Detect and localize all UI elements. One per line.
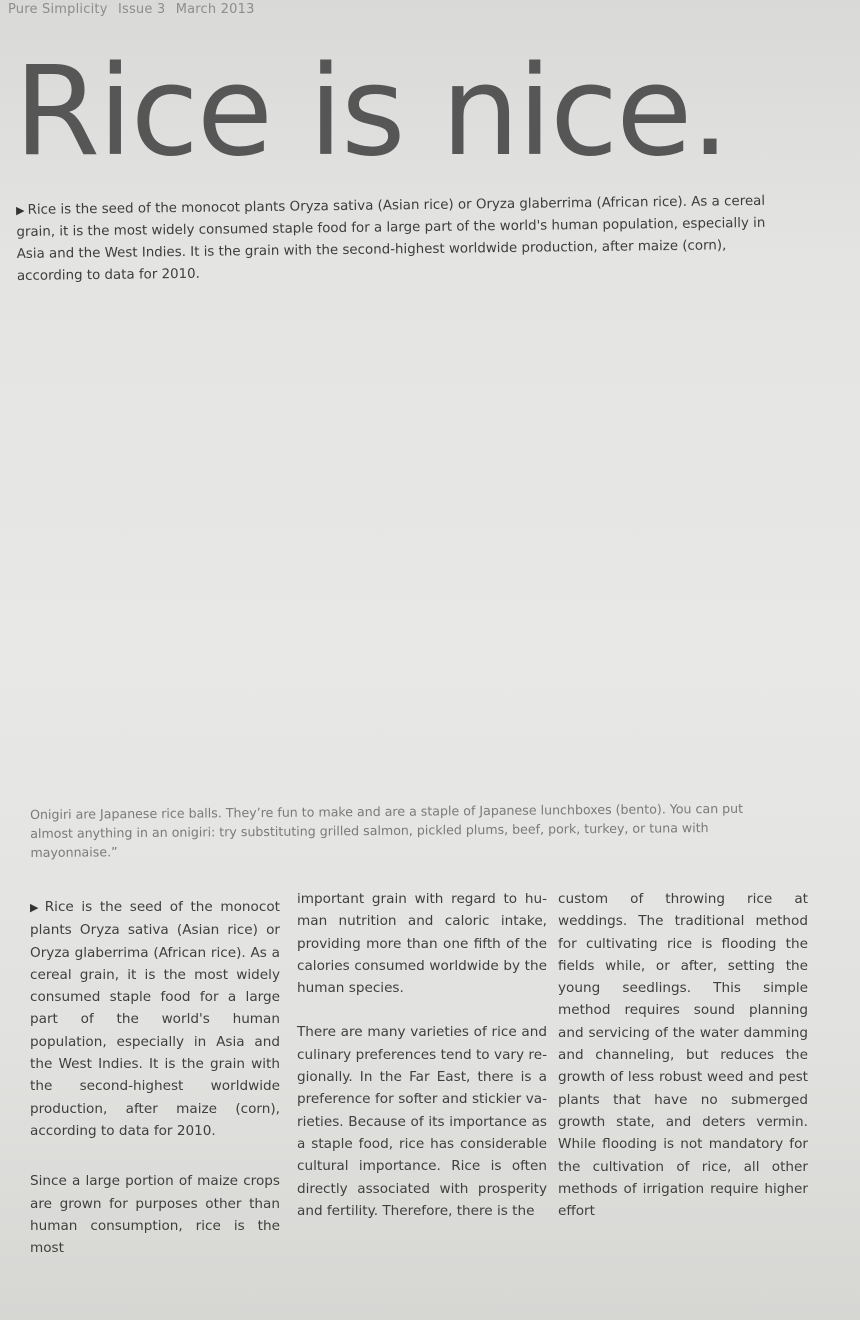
triangle-bullet-icon: ▶: [16, 203, 25, 217]
intro-text: Rice is the seed of the monocot plants Oryza sativa (Asian rice) or Oryza glaberrima (African rice). As a cereal grain, it is the most widely consumed staple food for a large part of the world's human population, especially in Asia and the West Indies. It is the grain with the second-highest worldwide production, after maize (corn), according to data for 2010.: [16, 193, 766, 284]
triangle-bullet-icon: ▶: [30, 901, 42, 914]
column-3-paragraph-1: custom of throwing rice at weddings. The traditional method for cultivating rice is flooding the fields while, or after, setting the young seedlings. This simple method requires sound planning and servicing of the water damming and channeling, but reduces the growth of less robust weed and pest plants that have no submerged growth state, and deters vermin. While flooding is not mandatory for the cultivation of rice, all other methods of irrigation require higher effort: [558, 891, 808, 1220]
column-2-paragraph-1: important grain with regard to human nutrition and caloric intake, providing more than one fifth of the calories consumed worldwide by the human species.: [297, 891, 547, 997]
article-title: Rice is nice.: [14, 40, 728, 184]
column-1-paragraph-1: [30, 896, 280, 1142]
column-1: [30, 896, 280, 1259]
column-2: [297, 888, 547, 1222]
publication-name: Pure Simplicity: [8, 2, 108, 17]
photo-area: [0, 300, 860, 800]
column-3: [558, 888, 808, 1222]
issue-date: March 2013: [175, 2, 255, 17]
intro-paragraph: [16, 191, 793, 288]
photo-caption: Onigiri are Japanese rice balls. They’re fun to make and are a staple of Japanese lunchboxes (bento). You can put almost anything in an onigiri: try substituting grilled salmon, pickled plums, beef, pork, turkey, or tuna with mayonnaise.”: [30, 800, 744, 860]
issue-number: Issue 3: [117, 2, 166, 17]
column-2-paragraph-2: There are many varieties of rice and culinary preferences tend to vary regionally. In the Far East, there is a preference for softer and stickier varieties. Because of its importance as a staple food, rice has considerable cultural importance. Rice is often directly associated with prosperity and fertility. Therefore, there is the: [297, 1024, 547, 1219]
article-body: [30, 888, 820, 1257]
column-1-paragraph-1-text: Rice is the seed of the monocot plants Oryza sativa (Asian rice) or Oryza glaberrima (African rice). As a cereal grain, it is the most widely consumed staple food for a large part of the world's human population, especially in Asia and the West Indies. It is the grain with the second-highest worldwide production, after maize (corn), according to data for 2010.: [30, 899, 280, 1139]
column-1-paragraph-2: Since a large portion of maize crops are grown for purposes other than human consumption, rice is the most: [30, 1173, 280, 1257]
running-head: [8, 2, 261, 17]
